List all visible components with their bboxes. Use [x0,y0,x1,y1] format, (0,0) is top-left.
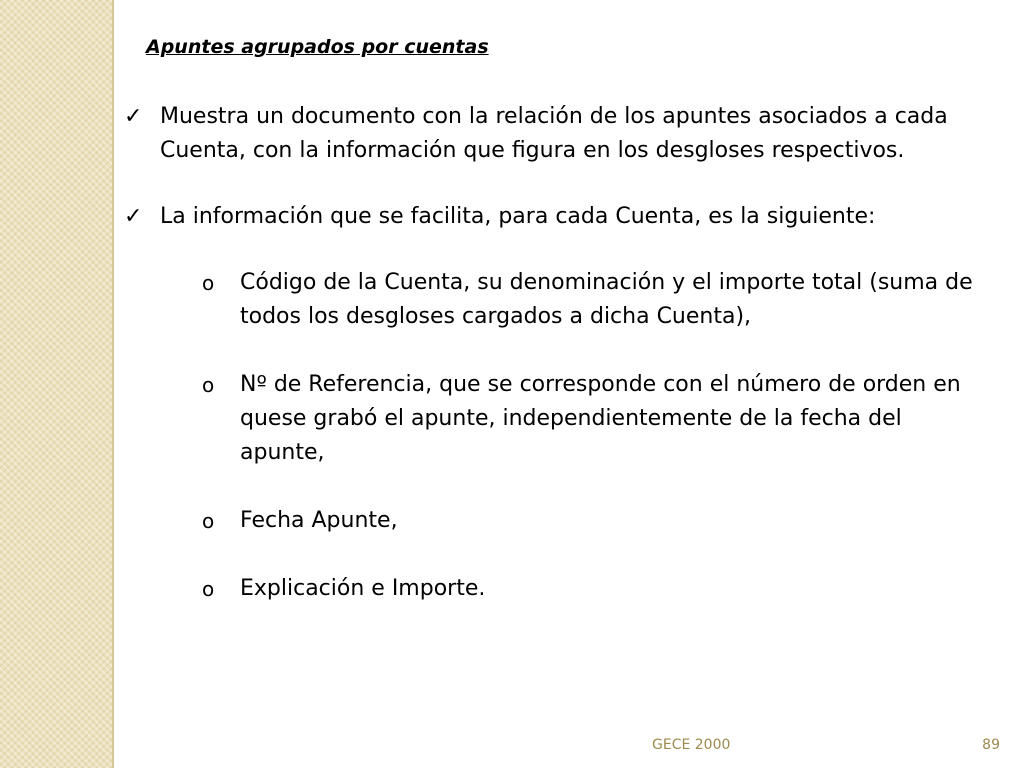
sub-bullet-item [122,572,992,606]
bullet-item [122,200,992,234]
checkmark-icon: ✓ [124,104,143,129]
sub-bullet-group [122,266,992,606]
circle-bullet-icon: o [202,373,215,397]
decorative-side-band [0,0,114,768]
slide-title: Apuntes agrupados por cuentas [146,36,489,58]
sub-bullet-item [122,504,992,538]
circle-bullet-icon: o [202,577,215,601]
bullet-item [122,100,992,168]
sub-bullet-list [122,266,992,606]
sub-bullet-text: Código de la Cuenta, su denominación y el importe total (suma de todos los desgloses cargados a dicha Cuenta), [240,270,973,329]
sub-bullet-text: Explicación e Importe. [240,576,486,601]
sub-bullet-item [122,266,992,334]
checkmark-icon: ✓ [124,204,143,229]
sub-bullet-text: Fecha Apunte, [240,508,398,533]
circle-bullet-icon: o [202,509,215,533]
bullet-list [122,100,992,640]
bullet-text: La información que se facilita, para cada Cuenta, es la siguiente: [160,204,876,229]
sub-bullet-item [122,368,992,470]
sub-bullet-text: Nº de Referencia, que se corresponde con el número de orden en quese grabó el apunte, independientemente de la fecha del apunte, [240,372,961,465]
bullet-text: Muestra un documento con la relación de los apuntes asociados a cada Cuenta, con la información que figura en los desgloses respectivos. [160,104,948,163]
page-number: 89 [982,737,1000,753]
circle-bullet-icon: o [202,271,215,295]
footer-label: GECE 2000 [652,737,731,753]
